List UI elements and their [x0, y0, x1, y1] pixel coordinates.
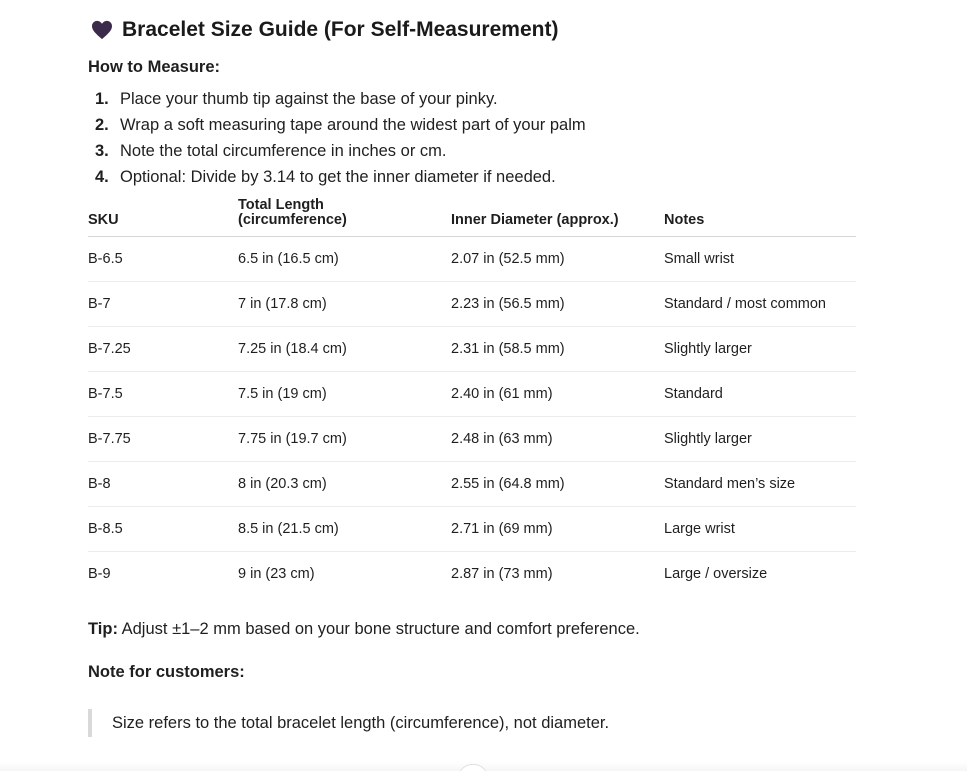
header-inner-diameter: Inner Diameter (approx.) [451, 193, 664, 237]
step-number: 3. [95, 141, 109, 160]
cell-notes: Standard men’s size [664, 462, 856, 507]
title-row [91, 18, 558, 42]
cell-length: 9 in (23 cm) [238, 566, 315, 582]
cell-diameter: 2.07 in (52.5 mm) [451, 237, 664, 282]
header-total-length [238, 193, 451, 237]
cell-sku: B-7.5 [88, 372, 238, 417]
header-notes: Notes [664, 193, 856, 237]
table-row [88, 417, 856, 462]
cell-sku: B-7 [88, 282, 238, 327]
cell-diameter: 2.87 in (73 mm) [451, 566, 553, 582]
size-table [88, 193, 856, 596]
header-total-length-line1: Total Length [238, 197, 324, 213]
cell-diameter: 2.40 in (61 mm) [451, 372, 664, 417]
list-item [95, 164, 586, 190]
table-header-row [88, 193, 856, 237]
page-title: Bracelet Size Guide (For Self-Measurement) [122, 18, 559, 41]
step-text: Place your thumb tip against the base of your pinky. [120, 89, 498, 108]
customer-note-heading: Note for customers: [88, 663, 245, 681]
cell-sku: B-8.5 [88, 507, 238, 552]
customer-note-quote [88, 709, 609, 737]
list-item [95, 112, 586, 138]
tip-label: Tip: [88, 620, 118, 638]
table-row [88, 282, 856, 327]
cell-length: 7 in (17.8 cm) [238, 282, 451, 327]
table-row [88, 372, 856, 417]
table-row [88, 237, 856, 282]
cell-length: 6.5 in (16.5 cm) [238, 237, 451, 282]
purple-heart-icon [91, 20, 113, 40]
tip-paragraph [88, 620, 640, 639]
step-number: 4. [95, 167, 109, 186]
step-number: 2. [95, 115, 109, 134]
table-row [88, 507, 856, 552]
header-total-length-line2: (circumference) [238, 212, 347, 228]
cell-diameter: 2.55 in (64.8 mm) [451, 462, 664, 507]
cell-sku: B-7.25 [88, 327, 238, 372]
cell-notes: Small wrist [664, 237, 856, 282]
cell-sku: B-8 [88, 462, 238, 507]
cell-length: 7.75 in (19.7 cm) [238, 417, 451, 462]
step-text: Wrap a soft measuring tape around the widest part of your palm [120, 115, 586, 134]
list-item [95, 86, 586, 112]
cell-length: 7.5 in (19 cm) [238, 372, 451, 417]
quote-text: Size refers to the total bracelet length (circumference), not diameter. [112, 713, 610, 732]
cell-diameter: 2.23 in (56.5 mm) [451, 282, 664, 327]
tip-text: Adjust ±1–2 mm based on your bone structure and comfort preference. [117, 620, 640, 638]
cell-length: 8 in (20.3 cm) [238, 462, 451, 507]
cell-sku: B-6.5 [88, 237, 238, 282]
cell-notes: Slightly larger [664, 327, 856, 372]
cell-notes: Standard / most common [664, 282, 856, 327]
cell-sku: B-7.75 [88, 417, 238, 462]
cell-diameter: 2.31 in (58.5 mm) [451, 327, 664, 372]
step-number: 1. [95, 89, 109, 108]
table-row [88, 462, 856, 507]
step-text: Note the total circumference in inches or cm. [120, 141, 447, 160]
how-to-measure-heading: How to Measure: [88, 58, 221, 76]
header-sku: SKU [88, 193, 238, 237]
cell-notes: Large / oversize [664, 566, 768, 582]
step-text: Optional: Divide by 3.14 to get the inner diameter if needed. [120, 167, 556, 186]
cell-sku: B-9 [88, 566, 111, 582]
cell-length: 8.5 in (21.5 cm) [238, 507, 451, 552]
cell-diameter: 2.71 in (69 mm) [451, 507, 664, 552]
cell-notes: Slightly larger [664, 417, 856, 462]
table-row [88, 552, 856, 597]
measure-steps-list [95, 86, 586, 190]
cell-length: 7.25 in (18.4 cm) [238, 327, 451, 372]
table-row [88, 327, 856, 372]
cell-notes: Standard [664, 372, 856, 417]
list-item [95, 138, 586, 164]
cell-diameter: 2.48 in (63 mm) [451, 417, 664, 462]
cell-notes: Large wrist [664, 507, 856, 552]
